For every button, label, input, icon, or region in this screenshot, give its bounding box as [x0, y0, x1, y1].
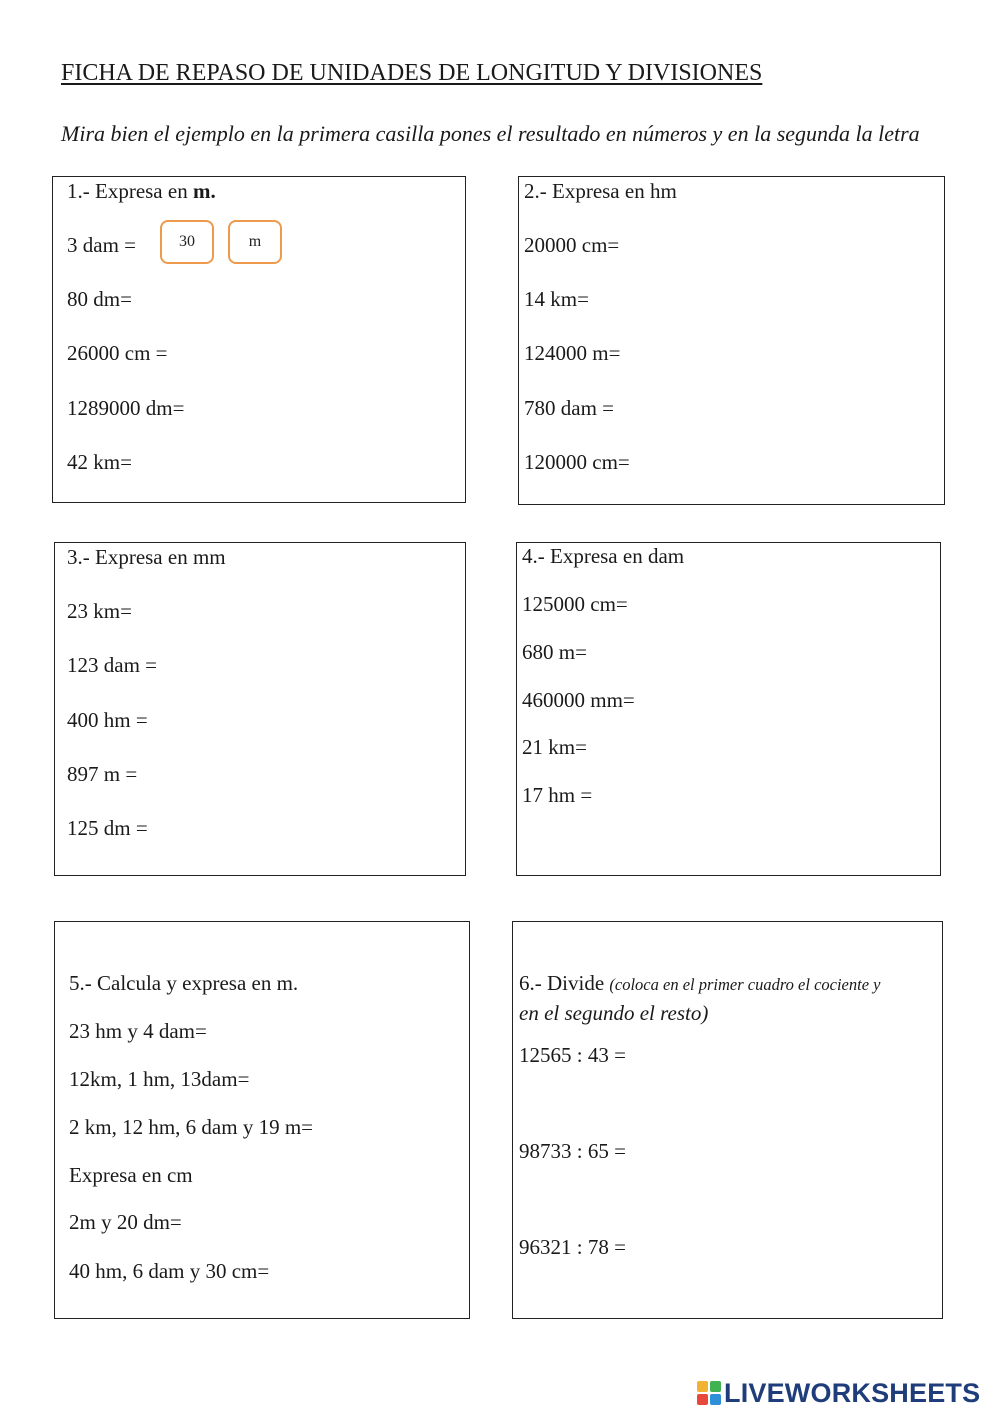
exercise-2-heading: 2.- Expresa en hm	[524, 179, 677, 203]
worksheet-title: FICHA DE REPASO DE UNIDADES DE LONGITUD Y DIVISIONES	[61, 60, 763, 86]
exercise-5-item: 40 hm, 6 dam y 30 cm=	[69, 1259, 270, 1283]
exercise-4-item: 460000 mm=	[522, 688, 635, 712]
exercise-6-note: (coloca en el primer cuadro el cociente y	[609, 975, 881, 994]
exercise-3-item: 897 m =	[67, 762, 138, 786]
exercise-3-item: 125 dm =	[67, 816, 148, 840]
exercise-1-example-prompt: 3 dam =	[67, 233, 136, 257]
exercise-5-item: 12km, 1 hm, 13dam=	[69, 1067, 250, 1091]
exercise-6-heading-text: 6.- Divide	[519, 971, 605, 995]
exercise-1-item: 1289000 dm=	[67, 396, 185, 420]
exercise-3-item: 23 km=	[67, 599, 132, 623]
exercise-6-item: 12565 : 43 =	[519, 1043, 626, 1067]
example-number-answer-box[interactable]: 30	[160, 220, 214, 264]
exercise-5-item: 23 hm y 4 dam=	[69, 1019, 207, 1043]
liveworksheets-logo-icon	[697, 1381, 721, 1405]
exercise-1-heading	[67, 179, 216, 204]
exercise-4-item: 17 hm =	[522, 783, 593, 807]
exercise-2-item: 124000 m=	[524, 341, 621, 365]
exercise-box-1	[52, 176, 466, 503]
exercise-6-note-continued: en el segundo el resto)	[519, 1001, 709, 1025]
exercise-3-item: 400 hm =	[67, 708, 148, 732]
exercise-2-item: 14 km=	[524, 287, 589, 311]
exercise-2-item: 780 dam =	[524, 396, 614, 420]
exercise-4-item: 125000 cm=	[522, 592, 628, 616]
exercise-5-subheading: Expresa en cm	[69, 1163, 193, 1187]
exercise-box-3	[54, 542, 466, 876]
exercise-2-item: 20000 cm=	[524, 233, 620, 257]
exercise-1-heading-text: 1.- Expresa en	[67, 179, 193, 203]
exercise-box-5	[54, 921, 470, 1319]
exercise-box-6	[512, 921, 943, 1319]
exercise-4-heading: 4.- Expresa en dam	[522, 544, 685, 568]
exercise-box-4	[516, 542, 941, 876]
exercise-1-item: 42 km=	[67, 450, 132, 474]
exercise-4-item: 680 m=	[522, 640, 587, 664]
exercise-1-item: 80 dm=	[67, 287, 132, 311]
example-unit-answer-box[interactable]: m	[228, 220, 282, 264]
instructions: Mira bien el ejemplo en la primera casilla pones el resultado en números y en la segunda la letra	[61, 121, 920, 146]
exercise-box-2	[518, 176, 945, 505]
exercise-4-item: 21 km=	[522, 735, 587, 759]
liveworksheets-logo	[697, 1378, 980, 1408]
exercise-3-item: 123 dam =	[67, 653, 157, 677]
exercise-3-heading: 3.- Expresa en mm	[67, 545, 226, 569]
liveworksheets-logo-text: LIVEWORKSHEETS	[724, 1377, 981, 1408]
exercise-2-item: 120000 cm=	[524, 450, 630, 474]
exercise-1-item: 26000 cm =	[67, 341, 168, 365]
exercise-6-heading	[519, 971, 880, 996]
exercise-1-heading-unit: m.	[192, 179, 216, 203]
exercise-5-item: 2 km, 12 hm, 6 dam y 19 m=	[69, 1115, 314, 1139]
exercise-5-heading: 5.- Calcula y expresa en m.	[69, 971, 299, 995]
exercise-6-item: 98733 : 65 =	[519, 1139, 626, 1163]
exercise-6-item: 96321 : 78 =	[519, 1235, 626, 1259]
exercise-5-item: 2m y 20 dm=	[69, 1210, 182, 1234]
